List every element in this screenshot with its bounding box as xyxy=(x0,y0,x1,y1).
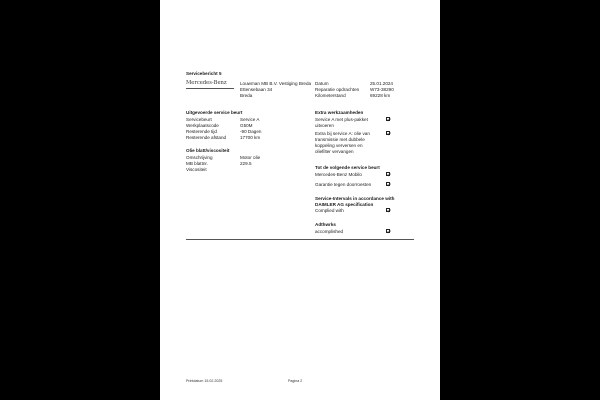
extra-work-item-2-line-4: oliefilter vervangen xyxy=(315,149,354,154)
extra-work-item-2-line-3: koppeling verversen en xyxy=(315,143,363,148)
dealer-city: Breda xyxy=(240,93,253,98)
oil-label-spec: MB blattnr. xyxy=(186,161,208,166)
next-service-item-2-checkbox[interactable] xyxy=(386,182,390,186)
interval-item-1-checkbox[interactable] xyxy=(386,208,390,212)
service-value-distance: 17700 km xyxy=(240,135,261,140)
oil-label-viscosity: Viscositeit xyxy=(186,167,207,172)
report-title: Servicebericht 5 xyxy=(186,71,222,76)
interval-item-1: Complied with xyxy=(315,208,344,213)
meta-value-date: 25.01.2024 xyxy=(370,81,393,86)
meta-value-mileage: 69228 km xyxy=(370,93,391,98)
extra-work-heading: Extra werkzaamheden xyxy=(315,110,364,115)
section-divider xyxy=(186,239,414,240)
meta-value-order: W73-38290 xyxy=(370,87,394,92)
service-label-code: Werkplaatscode xyxy=(186,123,219,128)
oil-label-description: Omschrijving xyxy=(186,155,213,160)
next-service-heading: Tot de volgende service beurt xyxy=(315,165,380,170)
service-value-type: Service A xyxy=(240,117,260,122)
page-number: Pagina 2 xyxy=(288,379,303,383)
meta-label-date: Datum xyxy=(315,81,329,86)
brand-name: Mercedes-Benz xyxy=(186,80,227,86)
brand-underline xyxy=(186,88,234,89)
service-label-time: Resterende tijd xyxy=(186,129,217,134)
interval-heading-line-2: DAIMLER AG specification xyxy=(315,202,374,207)
service-value-code: G50M xyxy=(240,123,253,128)
service-label-type: Servicebeurt xyxy=(186,117,212,122)
dealer-name: Louwman MB B.V. Vestiging Breda xyxy=(240,81,312,86)
service-label-distance: Resterende afstand xyxy=(186,135,227,140)
oil-value-description: Motor olie xyxy=(240,155,261,160)
next-service-item-1-checkbox[interactable] xyxy=(386,172,390,176)
oil-heading: Olie blatt/viscositeit xyxy=(186,148,230,153)
next-service-item-2: Garantie tegen doorroesten xyxy=(315,182,372,187)
extra-work-item-2-line-1: Extra bij service A: olie van xyxy=(315,131,370,136)
extra-work-item-1-checkbox[interactable] xyxy=(386,117,390,121)
next-service-item-1: Mercedes-Benz Mobilo xyxy=(315,172,362,177)
dealer-street: Ettensebaan 34 xyxy=(240,87,273,92)
interval-heading-line-1: Service-Intervals in accordance with xyxy=(315,196,395,201)
print-date: Printdatum 15.02.2025 xyxy=(186,379,223,383)
adblue-item-1: accomplished xyxy=(315,229,344,234)
adblue-heading: Adthwrks xyxy=(315,222,336,227)
extra-work-item-1-line-2: uitvoeren xyxy=(315,123,334,128)
document-page xyxy=(160,0,440,400)
performed-service-heading: Uitgevoerde service beurt xyxy=(186,110,243,115)
adblue-item-1-checkbox[interactable] xyxy=(386,229,390,233)
meta-label-mileage: Kilometerstand xyxy=(315,93,346,98)
extra-work-item-2-checkbox[interactable] xyxy=(386,131,390,135)
service-value-time: -90 Dagen xyxy=(240,129,262,134)
meta-label-order: Reparatie opdrachten xyxy=(315,87,360,92)
extra-work-item-2-line-2: transmissie met dubbele xyxy=(315,137,365,142)
oil-value-spec: 229.5 xyxy=(240,161,252,166)
extra-work-item-1-line-1: Service A met plus-pakket xyxy=(315,117,368,122)
